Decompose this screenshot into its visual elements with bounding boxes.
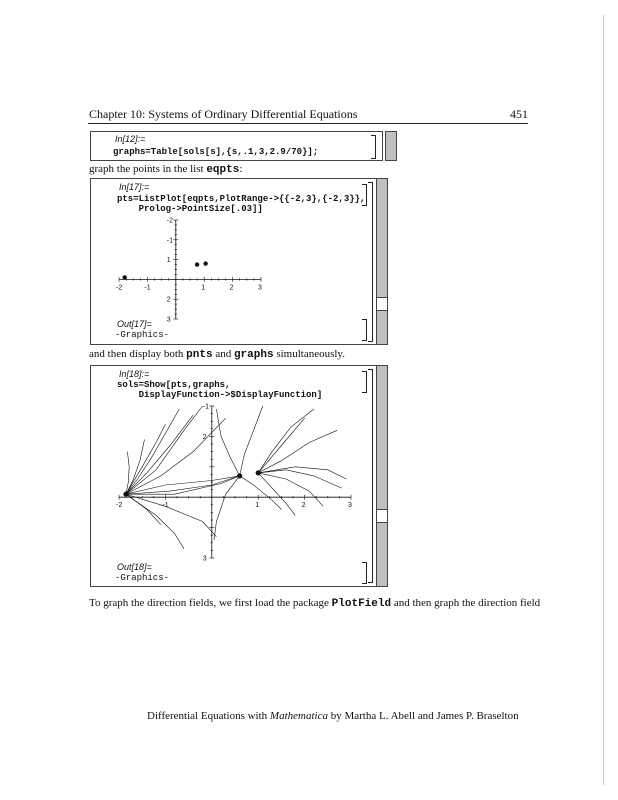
cell-output-value: -Graphics- — [115, 573, 170, 583]
plot2-y-tick-label: 2 — [202, 433, 207, 441]
trajectory-curve — [126, 415, 193, 494]
cell-output-label: Out[18]= — [117, 562, 152, 572]
paragraph-1-suffix: : — [239, 163, 243, 175]
trajectory-curve — [258, 470, 342, 488]
trajectory-curve — [240, 406, 263, 476]
plot1-data-point — [195, 262, 199, 266]
cell-input-label: In[12]:= — [115, 134, 146, 144]
plot2-x-tick-label: 3 — [348, 502, 352, 510]
notebook-cell-1[interactable] — [90, 131, 383, 161]
cell-2-scroll-thumb[interactable] — [377, 297, 387, 311]
page-footer — [147, 710, 519, 722]
plot2-x-tick-label: 1 — [255, 502, 260, 510]
paragraph-1-code: eqpts — [206, 164, 240, 176]
paragraph-2-code-1: pnts — [186, 349, 213, 361]
trajectory-curve — [240, 476, 282, 510]
paragraph-3-suffix: and then graph the direction field — [391, 597, 541, 609]
plot1-x-tick-label: 2 — [229, 284, 234, 292]
plot1-x-tick-label: -1 — [144, 284, 151, 292]
trajectory-curve — [258, 430, 337, 473]
notebook-cell-2[interactable] — [90, 178, 377, 345]
cell-input-bracket[interactable] — [362, 184, 367, 206]
trajectory-curve — [216, 409, 239, 476]
cell-input-label: In[17]:= — [119, 182, 150, 192]
plot1-x-tick-label: -2 — [116, 284, 123, 292]
plot1-data-point — [122, 275, 126, 279]
paragraph-3-text: To graph the direction fields, we first load the package — [89, 597, 332, 609]
plot2-x-tick-label: -1 — [162, 502, 169, 510]
cell-2-scrollbar[interactable] — [376, 178, 388, 345]
cell-input-label: In[18]:= — [119, 369, 150, 379]
cell-output-label: Out[17]= — [117, 319, 152, 329]
listplot-graphic[interactable] — [111, 215, 271, 323]
page-edge — [603, 15, 604, 785]
paragraph-2-text: and then display both — [89, 348, 187, 360]
plot1-x-tick-label: 3 — [258, 284, 262, 292]
cell-1-scrollbar[interactable] — [385, 131, 397, 161]
paragraph-3-code: PlotField — [331, 598, 392, 610]
plot1-y-tick-label: -1 — [166, 237, 174, 245]
phase-portrait-graphic[interactable] — [115, 402, 361, 562]
paragraph-1-text: graph the points in the list — [89, 163, 207, 175]
footer-italic: Mathematica — [269, 710, 328, 722]
page-number: 451 — [510, 107, 528, 121]
plot2-x-tick-label: -2 — [116, 502, 123, 510]
cell-output-bracket[interactable] — [362, 319, 367, 341]
cell-group-bracket[interactable] — [368, 182, 373, 342]
paragraph-2-code-2: graphs — [233, 349, 274, 361]
plot2-y-tick-label: 3 — [202, 555, 207, 562]
plot2-x-tick-label: 2 — [301, 502, 306, 510]
trajectory-curve — [126, 452, 129, 495]
plot1-y-tick-label: 3 — [166, 316, 171, 323]
plot2-equilibrium-point — [237, 473, 242, 478]
notebook-cell-3[interactable] — [90, 365, 377, 587]
trajectory-curve — [126, 494, 161, 524]
trajectory-curve — [214, 476, 240, 540]
plot2-y-tick-label: -1 — [202, 403, 210, 411]
cell-input-code[interactable]: graphs=Table[sols[s],{s,.1,3,2.9/70}]; — [113, 147, 319, 157]
trajectory-curve — [126, 406, 203, 494]
plot1-y-tick-label: -2 — [166, 217, 174, 225]
plot2-equilibrium-point — [123, 492, 128, 497]
paragraph-2-suffix: simultaneously. — [273, 348, 345, 360]
header-rule — [88, 123, 528, 124]
trajectory-curve — [126, 409, 179, 494]
plot1-data-point — [203, 261, 207, 265]
trajectory-curve — [258, 467, 346, 479]
plot1-x-tick-label: 1 — [201, 284, 206, 292]
cell-input-bracket[interactable] — [362, 371, 367, 393]
trajectory-curve — [258, 418, 304, 473]
cell-input-code-line-1[interactable]: pts=ListPlot[eqpts,PlotRange->{{-2,3},{-2,3}}, — [117, 194, 366, 204]
cell-output-value: -Graphics- — [115, 330, 170, 340]
paragraph-1 — [89, 163, 242, 176]
paragraph-2-middle: and — [212, 348, 234, 360]
cell-3-scroll-thumb[interactable] — [377, 509, 387, 523]
trajectory-curve — [126, 494, 184, 549]
cell-bracket[interactable] — [371, 135, 376, 159]
paragraph-3 — [89, 597, 540, 610]
cell-output-bracket[interactable] — [362, 562, 367, 584]
plot1-y-tick-label: 1 — [166, 257, 171, 265]
plot1-y-tick-label: 2 — [166, 296, 171, 304]
plot2-equilibrium-point — [256, 470, 261, 475]
cell-3-scrollbar[interactable] — [376, 365, 388, 587]
cell-input-code-line-2[interactable]: DisplayFunction->$DisplayFunction] — [117, 390, 323, 400]
cell-group-bracket[interactable] — [368, 369, 373, 583]
footer-text: Differential Equations with — [147, 710, 270, 722]
footer-authors: by Martha L. Abell and James P. Braselton — [327, 710, 519, 722]
cell-input-code-line-1[interactable]: sols=Show[pts,graphs, — [117, 380, 231, 390]
cell-input-code-line-2[interactable]: Prolog->PointSize[.03]] — [117, 204, 263, 214]
chapter-header: Chapter 10: Systems of Ordinary Differential Equations — [89, 107, 358, 121]
trajectory-curve — [258, 473, 323, 506]
paragraph-2 — [89, 348, 345, 361]
trajectory-curve — [258, 473, 295, 516]
